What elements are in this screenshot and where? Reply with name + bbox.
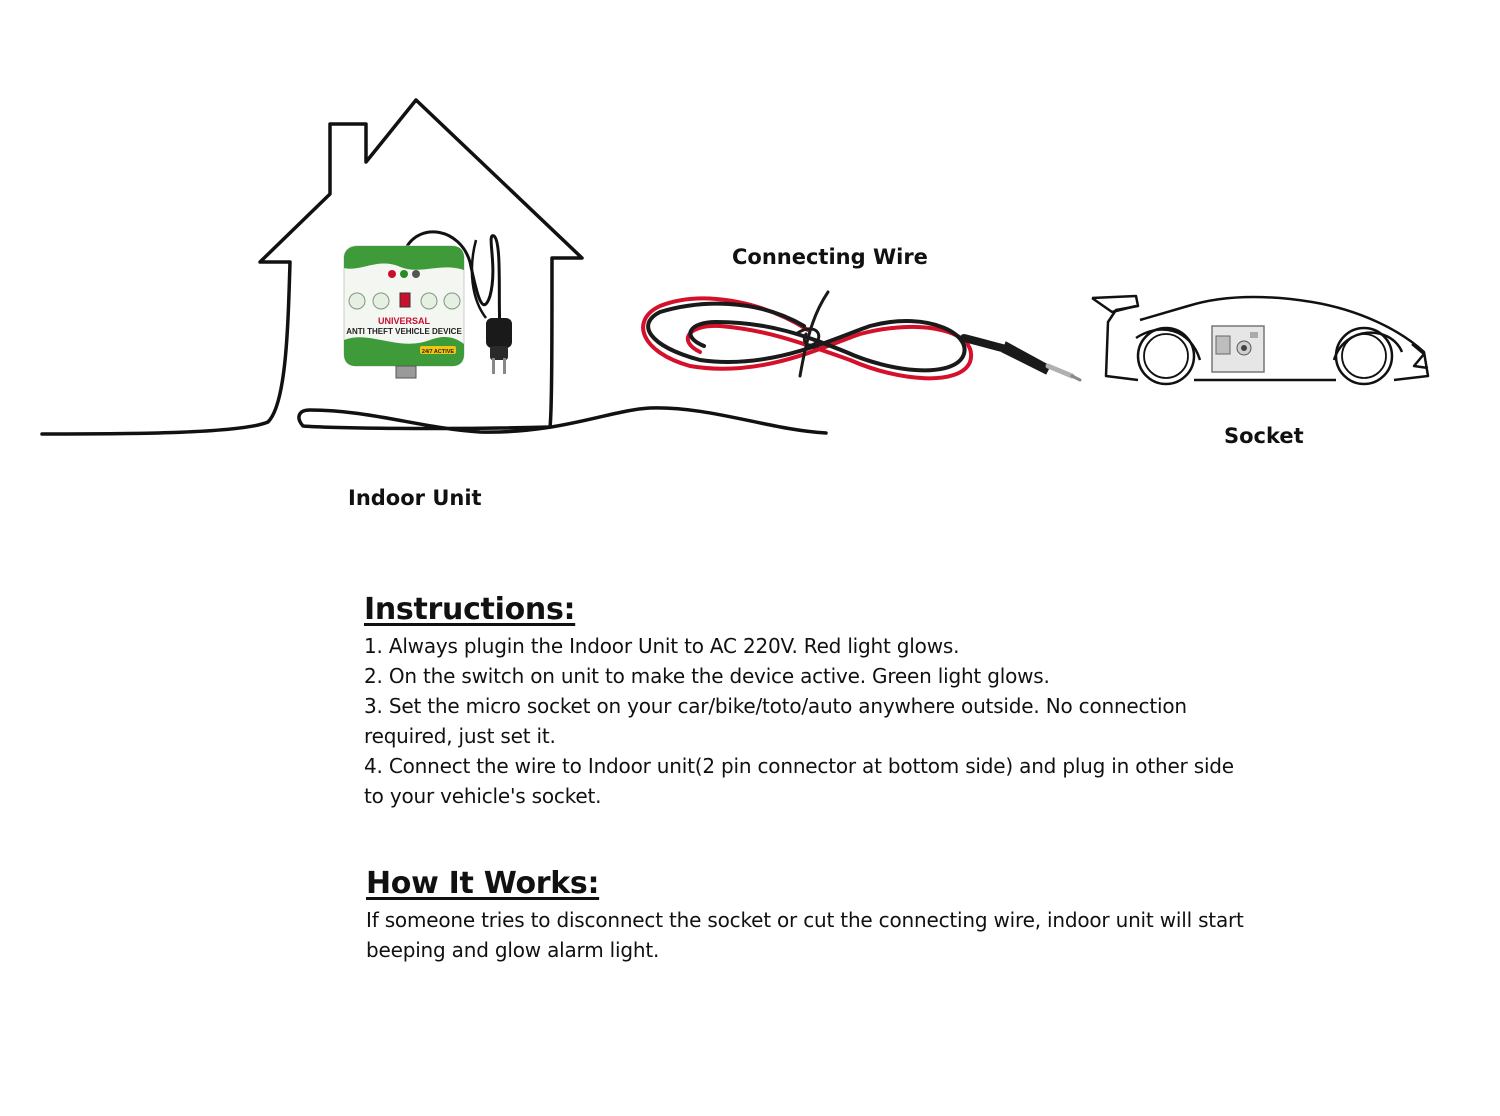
how-it-works-text: If someone tries to disconnect the socket or cut the connecting wire, indoor unit will start beeping and glow alarm light.: [366, 908, 1244, 962]
how-it-works-heading: How It Works:: [366, 866, 600, 901]
instructions-heading: Instructions:: [364, 592, 576, 627]
device-brand-line1: UNIVERSAL: [377, 316, 431, 326]
device-badge: 24/7 ACTIVE: [421, 349, 455, 355]
device-brand-line2: ANTI THEFT VEHICLE DEVICE: [346, 327, 462, 336]
instruction-step-4: 4. Connect the wire to Indoor unit(2 pin connector at bottom side) and plug in other side to your vehicle's socket.: [364, 754, 1234, 808]
instruction-step-1: 1. Always plugin the Indoor Unit to AC 220V. Red light glows.: [364, 634, 960, 658]
plug-icon: [486, 318, 512, 374]
how-it-works-section: [366, 866, 1246, 965]
instructions-section: [364, 592, 1244, 811]
instruction-step-3: 3. Set the micro socket on your car/bike/toto/auto anywhere outside. No connection required, just set it.: [364, 694, 1187, 748]
connecting-wire-label: Connecting Wire: [732, 245, 928, 269]
indoor-unit-label: Indoor Unit: [348, 486, 482, 510]
indoor-unit-device: [344, 232, 512, 378]
socket-label: Socket: [1224, 424, 1304, 448]
instruction-step-2: 2. On the switch on unit to make the device active. Green light glows.: [364, 664, 1050, 688]
connecting-wire: [643, 292, 1080, 380]
socket-icon: [1212, 326, 1264, 372]
